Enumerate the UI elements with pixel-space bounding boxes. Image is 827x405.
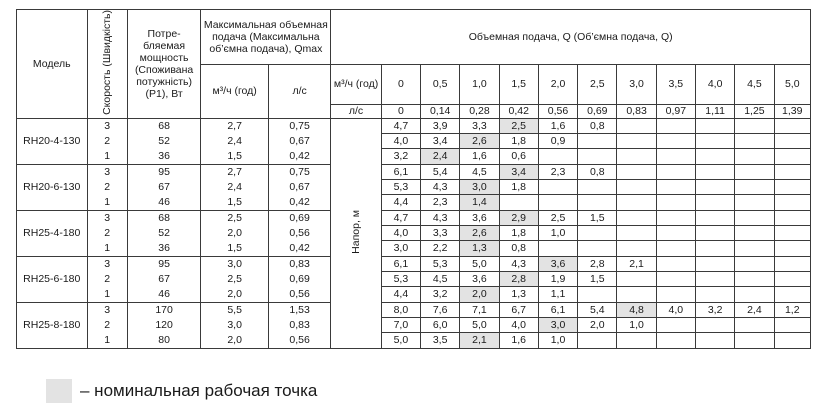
head-value-cell: 5,3 xyxy=(381,179,420,194)
head-value-cell xyxy=(617,286,656,302)
speed-cell: 1 xyxy=(87,332,127,348)
head-value-cell xyxy=(774,164,810,179)
head-value-cell xyxy=(774,286,810,302)
head-value-cell xyxy=(774,317,810,332)
flow-ls-7: 0,97 xyxy=(656,104,695,118)
head-value-cell: 7,0 xyxy=(381,317,420,332)
head-value-cell: 5,3 xyxy=(421,256,460,271)
qmax-ls-cell: 0,67 xyxy=(268,133,330,148)
head-value-cell: 0,9 xyxy=(538,133,577,148)
legend-text: – номинальная рабочая точка xyxy=(80,381,318,400)
flow-m3h-5: 2,5 xyxy=(578,65,617,105)
power-cell: 68 xyxy=(127,210,201,225)
head-value-cell: 1,9 xyxy=(538,271,577,286)
power-cell: 67 xyxy=(127,179,201,194)
head-value-cell: 1,8 xyxy=(499,179,538,194)
head-value-cell xyxy=(735,271,774,286)
speed-cell: 2 xyxy=(87,179,127,194)
speed-cell: 3 xyxy=(87,302,127,317)
head-value-cell: 6,1 xyxy=(538,302,577,317)
head-value-cell: 4,3 xyxy=(499,256,538,271)
head-value-cell xyxy=(656,164,695,179)
head-value-cell xyxy=(695,240,734,256)
head-value-cell xyxy=(774,225,810,240)
head-value-cell: 6,0 xyxy=(421,317,460,332)
qmax-ls-cell: 0,42 xyxy=(268,148,330,164)
qmax-m3h-cell: 2,0 xyxy=(201,332,269,348)
head-value-cell: 1,3 xyxy=(499,286,538,302)
head-value-cell: 3,0 xyxy=(460,179,499,194)
head-value-cell xyxy=(499,194,538,210)
head-value-cell xyxy=(774,271,810,286)
head-value-cell: 1,8 xyxy=(499,225,538,240)
head-value-cell xyxy=(735,164,774,179)
head-value-cell: 0,8 xyxy=(578,164,617,179)
head-value-cell xyxy=(774,179,810,194)
head-value-cell: 4,5 xyxy=(421,271,460,286)
power-cell: 46 xyxy=(127,194,201,210)
power-cell: 68 xyxy=(127,118,201,133)
power-cell: 95 xyxy=(127,256,201,271)
head-value-cell: 3,6 xyxy=(538,256,577,271)
pump-performance-table xyxy=(16,9,811,349)
table-row xyxy=(17,286,811,302)
speed-cell: 3 xyxy=(87,210,127,225)
table-row xyxy=(17,302,811,317)
head-value-cell xyxy=(735,317,774,332)
head-value-cell xyxy=(656,133,695,148)
head-value-cell: 2,4 xyxy=(735,302,774,317)
head-value-cell xyxy=(617,118,656,133)
head-value-cell: 2,8 xyxy=(499,271,538,286)
head-value-cell: 5,0 xyxy=(460,317,499,332)
head-value-cell xyxy=(735,286,774,302)
head-value-cell: 1,1 xyxy=(538,286,577,302)
flow-m3h-3: 1,5 xyxy=(499,65,538,105)
head-value-cell xyxy=(656,179,695,194)
head-value-cell xyxy=(695,332,734,348)
flow-m3h-1: 0,5 xyxy=(421,65,460,105)
table-row xyxy=(17,179,811,194)
model-name: RH25-6-180 xyxy=(17,256,88,302)
power-cell: 36 xyxy=(127,240,201,256)
head-value-cell: 3,0 xyxy=(381,240,420,256)
head-value-cell: 1,8 xyxy=(499,133,538,148)
speed-cell: 1 xyxy=(87,194,127,210)
qmax-m3h-cell: 2,0 xyxy=(201,286,269,302)
head-value-cell: 1,4 xyxy=(460,194,499,210)
table-row xyxy=(17,317,811,332)
head-value-cell: 5,0 xyxy=(381,332,420,348)
qmax-m3h-cell: 1,5 xyxy=(201,148,269,164)
head-value-cell: 1,0 xyxy=(538,225,577,240)
head-value-cell: 8,0 xyxy=(381,302,420,317)
head-value-cell: 7,6 xyxy=(421,302,460,317)
header-power: Потре-бляемая мощность (Споживана потужність) (P1), Вт xyxy=(127,10,201,119)
flow-ls-2: 0,28 xyxy=(460,104,499,118)
header-speed-label: Скорость (Швидкість) xyxy=(101,10,114,115)
head-value-cell xyxy=(774,148,810,164)
table-row xyxy=(17,148,811,164)
head-value-cell xyxy=(617,133,656,148)
flow-m3h-2: 1,0 xyxy=(460,65,499,105)
speed-cell: 2 xyxy=(87,317,127,332)
head-value-cell xyxy=(538,148,577,164)
table-row xyxy=(17,194,811,210)
qmax-ls-cell: 0,69 xyxy=(268,271,330,286)
head-value-cell xyxy=(774,133,810,148)
head-value-cell: 6,1 xyxy=(381,164,420,179)
speed-cell: 3 xyxy=(87,256,127,271)
head-value-cell: 3,2 xyxy=(421,286,460,302)
head-value-cell: 2,0 xyxy=(578,317,617,332)
qmax-ls-cell: 0,56 xyxy=(268,332,330,348)
head-value-cell xyxy=(656,148,695,164)
power-cell: 46 xyxy=(127,286,201,302)
flow-ls-6: 0,83 xyxy=(617,104,656,118)
flow-m3h-4: 2,0 xyxy=(538,65,577,105)
head-value-cell xyxy=(695,317,734,332)
head-value-cell xyxy=(735,210,774,225)
head-value-cell xyxy=(538,194,577,210)
head-value-cell xyxy=(578,332,617,348)
flow-m3h-8: 4,0 xyxy=(695,65,734,105)
model-name: RH20-4-130 xyxy=(17,118,88,164)
table-row xyxy=(17,210,811,225)
legend xyxy=(46,379,317,403)
head-value-cell xyxy=(735,256,774,271)
speed-cell: 1 xyxy=(87,286,127,302)
head-value-cell: 7,1 xyxy=(460,302,499,317)
head-value-cell xyxy=(774,194,810,210)
table-row xyxy=(17,271,811,286)
head-value-cell: 4,0 xyxy=(381,225,420,240)
head-value-cell: 4,0 xyxy=(381,133,420,148)
qmax-ls-cell: 0,56 xyxy=(268,225,330,240)
head-value-cell xyxy=(695,133,734,148)
head-value-cell xyxy=(656,194,695,210)
power-cell: 95 xyxy=(127,164,201,179)
head-value-cell: 1,5 xyxy=(578,210,617,225)
model-name: RH20-6-130 xyxy=(17,164,88,210)
head-value-cell: 3,5 xyxy=(421,332,460,348)
flow-ls-0: 0 xyxy=(381,104,420,118)
table-row xyxy=(17,133,811,148)
qmax-ls-cell: 0,69 xyxy=(268,210,330,225)
flow-ls-10: 1,39 xyxy=(774,104,810,118)
qmax-m3h-cell: 2,4 xyxy=(201,179,269,194)
head-value-cell xyxy=(695,271,734,286)
head-value-cell xyxy=(735,194,774,210)
qmax-m3h-cell: 2,7 xyxy=(201,164,269,179)
qmax-ls-cell: 1,53 xyxy=(268,302,330,317)
head-value-cell xyxy=(774,210,810,225)
head-label xyxy=(331,118,381,348)
power-cell: 52 xyxy=(127,133,201,148)
speed-cell: 1 xyxy=(87,148,127,164)
head-value-cell: 3,6 xyxy=(460,210,499,225)
power-cell: 67 xyxy=(127,271,201,286)
head-value-cell: 2,9 xyxy=(499,210,538,225)
head-value-cell: 3,4 xyxy=(421,133,460,148)
flow-m3h-0: 0 xyxy=(381,65,420,105)
head-value-cell: 5,3 xyxy=(381,271,420,286)
head-value-cell: 3,9 xyxy=(421,118,460,133)
head-value-cell: 0,8 xyxy=(578,118,617,133)
speed-cell: 2 xyxy=(87,225,127,240)
flow-m3h-10: 5,0 xyxy=(774,65,810,105)
qmax-ls-cell: 0,75 xyxy=(268,118,330,133)
qmax-m3h-cell: 1,5 xyxy=(201,240,269,256)
head-value-cell: 4,4 xyxy=(381,194,420,210)
head-value-cell: 2,3 xyxy=(421,194,460,210)
flow-ls-3: 0,42 xyxy=(499,104,538,118)
flow-ls-9: 1,25 xyxy=(735,104,774,118)
head-value-cell: 6,1 xyxy=(381,256,420,271)
speed-cell: 2 xyxy=(87,271,127,286)
header-speed xyxy=(87,10,127,119)
head-value-cell: 4,8 xyxy=(617,302,656,317)
flow-ls-5: 0,69 xyxy=(578,104,617,118)
head-value-cell xyxy=(617,194,656,210)
qmax-ls-cell: 0,83 xyxy=(268,317,330,332)
qmax-m3h-cell: 3,0 xyxy=(201,317,269,332)
head-value-cell: 4,7 xyxy=(381,210,420,225)
head-value-cell xyxy=(538,179,577,194)
header-unit-m3h: м³/ч (год) xyxy=(331,65,381,105)
head-value-cell xyxy=(617,179,656,194)
head-value-cell xyxy=(656,317,695,332)
speed-cell: 2 xyxy=(87,133,127,148)
head-value-cell: 1,0 xyxy=(538,332,577,348)
head-value-cell xyxy=(735,240,774,256)
head-value-cell: 3,2 xyxy=(695,302,734,317)
header-model: Модель xyxy=(17,10,88,119)
flow-ls-1: 0,14 xyxy=(421,104,460,118)
power-cell: 36 xyxy=(127,148,201,164)
head-value-cell: 2,1 xyxy=(460,332,499,348)
legend-swatch xyxy=(46,379,72,403)
power-cell: 120 xyxy=(127,317,201,332)
qmax-ls-cell: 0,42 xyxy=(268,240,330,256)
head-value-cell xyxy=(578,133,617,148)
head-value-cell xyxy=(656,271,695,286)
flow-m3h-6: 3,0 xyxy=(617,65,656,105)
table-row xyxy=(17,240,811,256)
head-value-cell: 2,8 xyxy=(578,256,617,271)
head-value-cell xyxy=(617,148,656,164)
head-value-cell: 1,6 xyxy=(460,148,499,164)
head-value-cell xyxy=(735,179,774,194)
flow-m3h-7: 3,5 xyxy=(656,65,695,105)
head-value-cell xyxy=(617,240,656,256)
head-value-cell: 3,2 xyxy=(381,148,420,164)
head-value-cell: 1,0 xyxy=(617,317,656,332)
head-value-cell xyxy=(735,225,774,240)
qmax-m3h-cell: 2,5 xyxy=(201,210,269,225)
head-value-cell: 3,3 xyxy=(460,118,499,133)
head-value-cell xyxy=(695,148,734,164)
head-value-cell xyxy=(695,164,734,179)
table-row xyxy=(17,118,811,133)
head-value-cell: 4,0 xyxy=(499,317,538,332)
head-value-cell: 4,3 xyxy=(421,210,460,225)
head-value-cell xyxy=(578,179,617,194)
head-value-cell: 1,6 xyxy=(538,118,577,133)
head-value-cell: 4,0 xyxy=(656,302,695,317)
head-value-cell xyxy=(538,240,577,256)
table-row xyxy=(17,164,811,179)
head-value-cell: 4,3 xyxy=(421,179,460,194)
head-value-cell: 4,7 xyxy=(381,118,420,133)
head-value-cell xyxy=(578,286,617,302)
head-value-cell: 2,4 xyxy=(421,148,460,164)
head-value-cell: 6,7 xyxy=(499,302,538,317)
flow-ls-8: 1,11 xyxy=(695,104,734,118)
head-value-cell xyxy=(656,332,695,348)
head-value-cell: 3,6 xyxy=(460,271,499,286)
qmax-m3h-cell: 5,5 xyxy=(201,302,269,317)
head-value-cell xyxy=(695,179,734,194)
head-value-cell xyxy=(695,225,734,240)
head-value-cell: 2,2 xyxy=(421,240,460,256)
head-value-cell xyxy=(656,225,695,240)
head-value-cell xyxy=(617,225,656,240)
head-value-cell: 1,6 xyxy=(499,332,538,348)
head-value-cell: 1,2 xyxy=(774,302,810,317)
head-value-cell: 5,0 xyxy=(460,256,499,271)
head-value-cell xyxy=(735,133,774,148)
head-value-cell xyxy=(578,225,617,240)
head-value-cell xyxy=(578,148,617,164)
head-value-cell xyxy=(774,256,810,271)
head-value-cell: 2,3 xyxy=(538,164,577,179)
head-value-cell: 3,4 xyxy=(499,164,538,179)
head-value-cell: 2,6 xyxy=(460,225,499,240)
model-name: RH25-4-180 xyxy=(17,210,88,256)
head-value-cell xyxy=(735,332,774,348)
qmax-ls-cell: 0,56 xyxy=(268,286,330,302)
head-value-cell xyxy=(578,240,617,256)
speed-cell: 3 xyxy=(87,164,127,179)
head-value-cell: 2,1 xyxy=(617,256,656,271)
qmax-ls-cell: 0,42 xyxy=(268,194,330,210)
head-value-cell xyxy=(656,256,695,271)
power-cell: 80 xyxy=(127,332,201,348)
head-value-cell xyxy=(735,148,774,164)
head-value-cell: 2,5 xyxy=(499,118,538,133)
head-value-cell xyxy=(617,210,656,225)
head-value-cell: 2,5 xyxy=(538,210,577,225)
head-value-cell xyxy=(774,118,810,133)
head-value-cell: 0,6 xyxy=(499,148,538,164)
qmax-m3h-cell: 1,5 xyxy=(201,194,269,210)
header-max-flow-ls: л/с xyxy=(268,65,330,119)
head-value-cell xyxy=(695,194,734,210)
head-value-cell xyxy=(617,164,656,179)
head-value-cell: 2,6 xyxy=(460,133,499,148)
head-value-cell xyxy=(617,271,656,286)
qmax-ls-cell: 0,67 xyxy=(268,179,330,194)
head-value-cell: 4,5 xyxy=(460,164,499,179)
head-value-cell: 1,3 xyxy=(460,240,499,256)
header-max-flow: Максимальная объемная подача (Максимальна об’ємна подача), Qmax xyxy=(201,10,331,65)
header-max-flow-m3h: м³/ч (год) xyxy=(201,65,269,119)
flow-ls-4: 0,56 xyxy=(538,104,577,118)
head-value-cell xyxy=(617,332,656,348)
head-value-cell xyxy=(695,256,734,271)
head-value-cell xyxy=(695,118,734,133)
head-value-cell: 3,0 xyxy=(538,317,577,332)
head-value-cell: 2,0 xyxy=(460,286,499,302)
qmax-ls-cell: 0,75 xyxy=(268,164,330,179)
head-value-cell: 1,5 xyxy=(578,271,617,286)
head-value-cell xyxy=(656,210,695,225)
head-value-cell: 5,4 xyxy=(421,164,460,179)
qmax-m3h-cell: 2,5 xyxy=(201,271,269,286)
power-cell: 52 xyxy=(127,225,201,240)
speed-cell: 1 xyxy=(87,240,127,256)
qmax-m3h-cell: 2,4 xyxy=(201,133,269,148)
header-flow: Объемная подача, Q (Об’ємна подача, Q) xyxy=(331,10,811,65)
head-value-cell xyxy=(656,286,695,302)
qmax-m3h-cell: 2,7 xyxy=(201,118,269,133)
qmax-m3h-cell: 2,0 xyxy=(201,225,269,240)
head-value-cell xyxy=(578,194,617,210)
qmax-ls-cell: 0,83 xyxy=(268,256,330,271)
head-value-cell: 4,4 xyxy=(381,286,420,302)
flow-m3h-9: 4,5 xyxy=(735,65,774,105)
speed-cell: 3 xyxy=(87,118,127,133)
qmax-m3h-cell: 3,0 xyxy=(201,256,269,271)
head-value-cell: 5,4 xyxy=(578,302,617,317)
head-value-cell xyxy=(774,332,810,348)
head-value-cell xyxy=(656,240,695,256)
head-value-cell xyxy=(774,240,810,256)
header-unit-ls: л/с xyxy=(331,104,381,118)
head-value-cell xyxy=(695,210,734,225)
power-cell: 170 xyxy=(127,302,201,317)
head-value-cell: 0,8 xyxy=(499,240,538,256)
model-name: RH25-8-180 xyxy=(17,302,88,348)
table-row xyxy=(17,256,811,271)
head-value-cell xyxy=(656,118,695,133)
head-label-text: Напор, м xyxy=(350,210,363,254)
head-value-cell: 3,3 xyxy=(421,225,460,240)
table-row xyxy=(17,332,811,348)
table-row xyxy=(17,225,811,240)
head-value-cell xyxy=(695,286,734,302)
head-value-cell xyxy=(735,118,774,133)
